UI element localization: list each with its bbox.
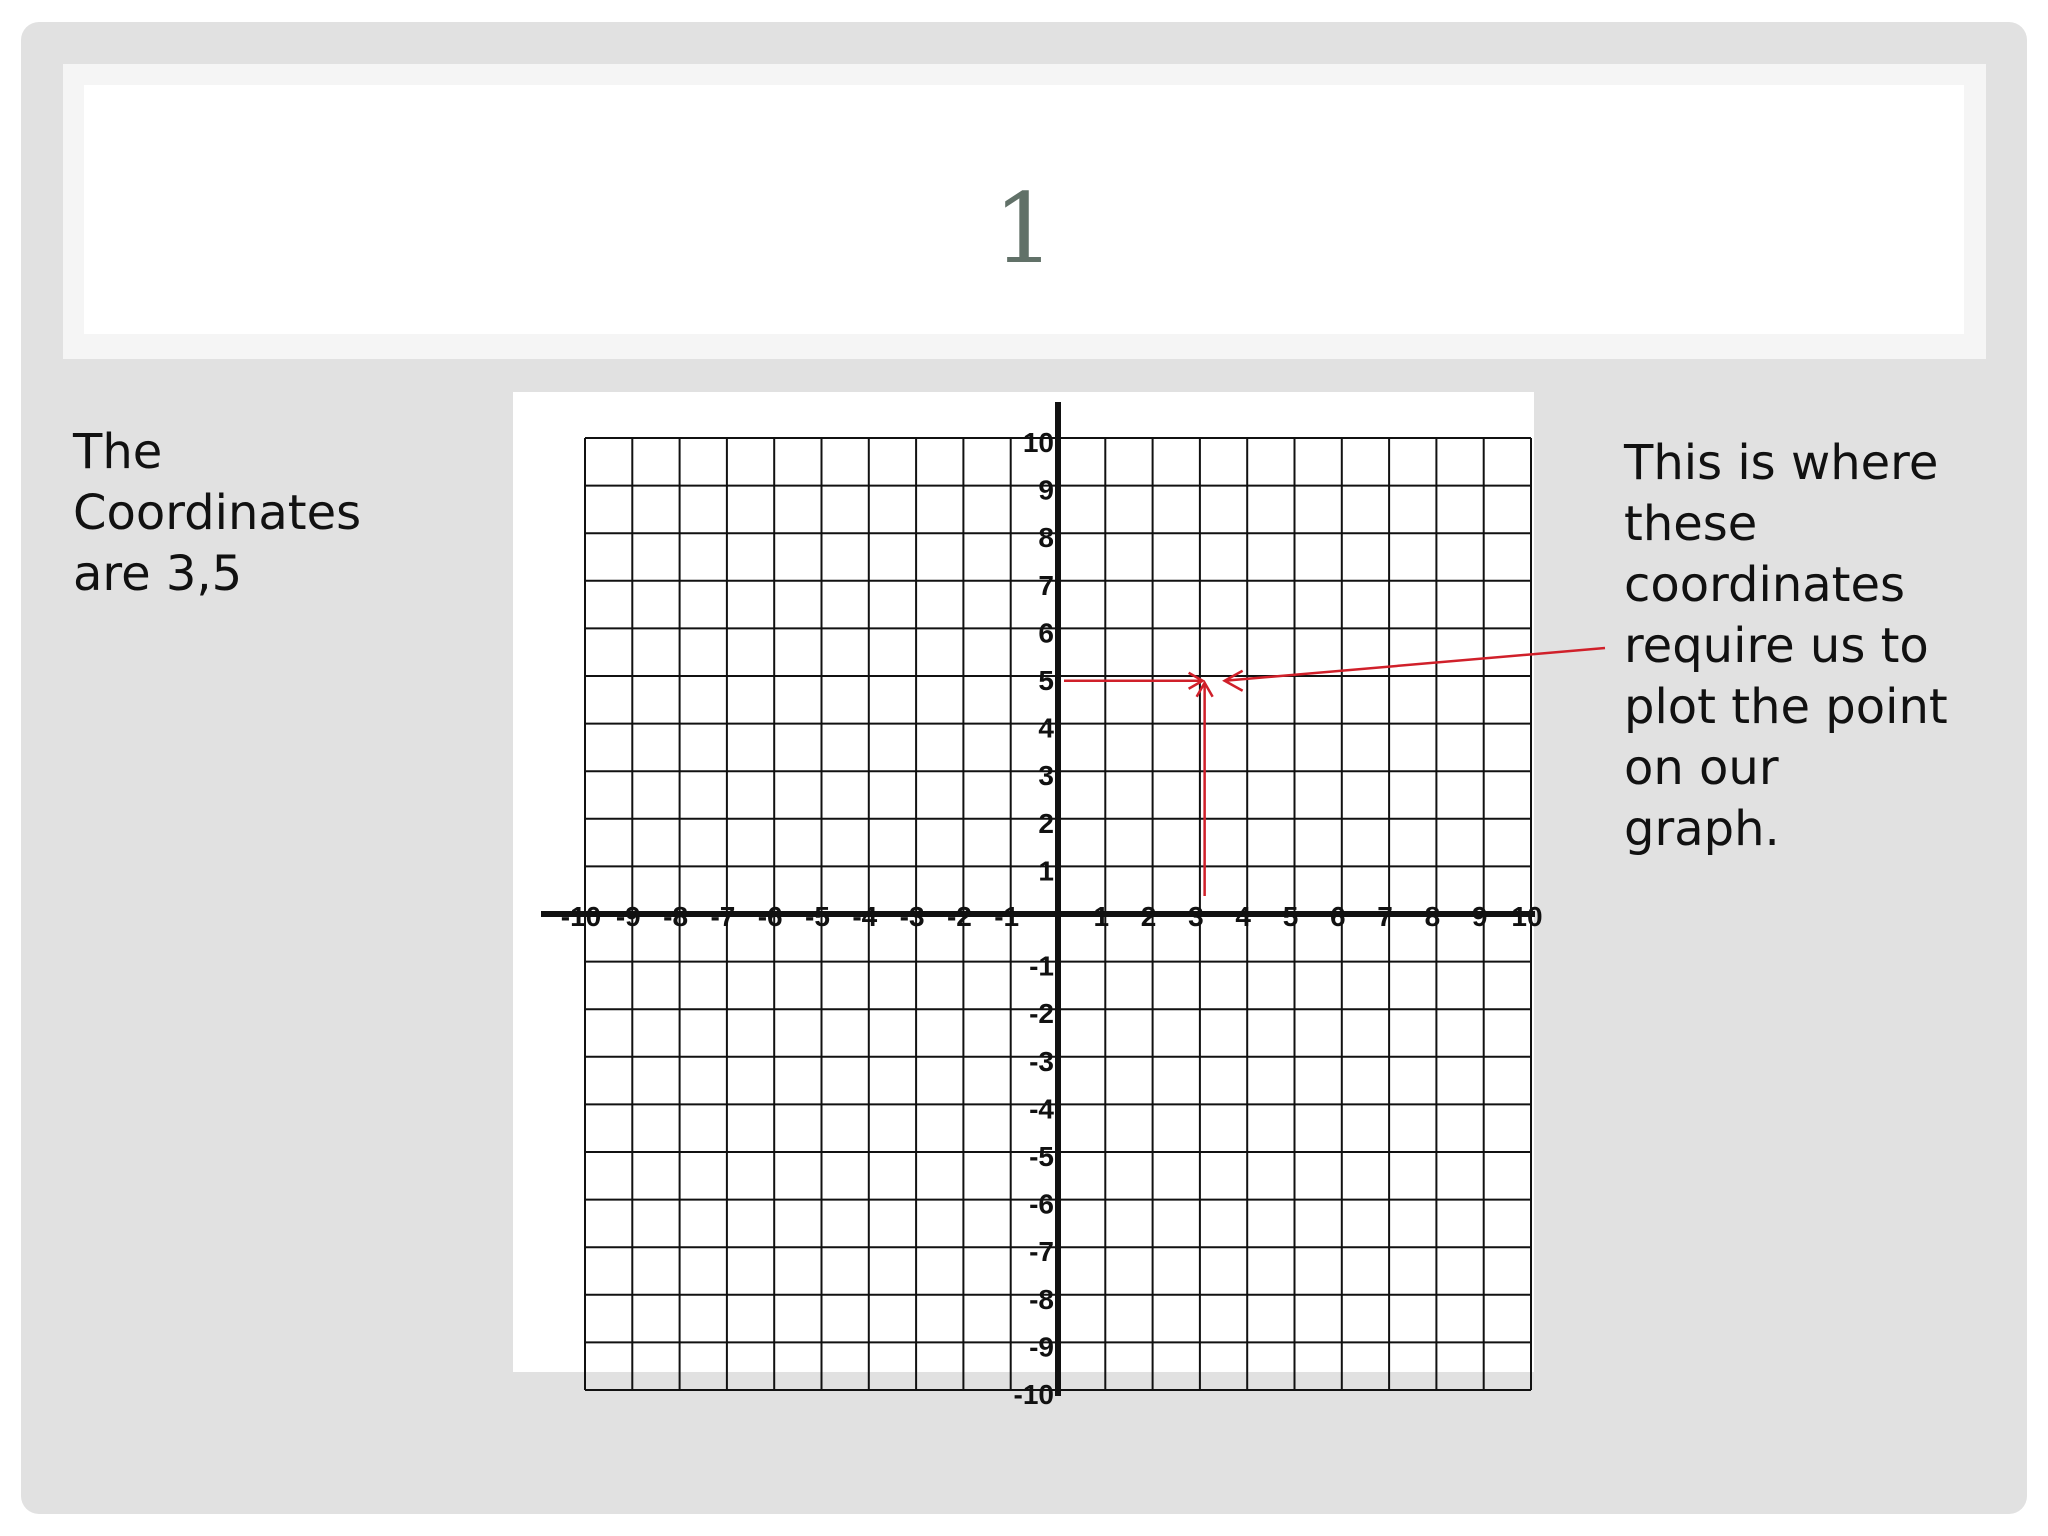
coordinate-graph bbox=[513, 392, 1543, 1410]
x-tick-label: 2 bbox=[1140, 901, 1157, 932]
x-tick-label: -5 bbox=[805, 901, 830, 932]
y-tick-label: 6 bbox=[1038, 617, 1054, 649]
y-tick-label: -9 bbox=[1029, 1331, 1054, 1363]
y-tick-label: 9 bbox=[1038, 474, 1054, 506]
y-tick-label: 5 bbox=[1038, 665, 1054, 696]
coordinate-grid-svg bbox=[513, 392, 1543, 1410]
x-tick-label: -6 bbox=[757, 901, 783, 932]
y-tick-label: -6 bbox=[1029, 1188, 1054, 1220]
y-tick-label: -3 bbox=[1029, 1045, 1054, 1077]
x-tick-label: 7 bbox=[1377, 901, 1393, 932]
y-tick-label: 3 bbox=[1038, 760, 1054, 792]
y-tick-label: 2 bbox=[1038, 807, 1054, 839]
y-tick-label: 10 bbox=[1022, 427, 1054, 458]
x-tick-label: 1 bbox=[1093, 901, 1110, 932]
x-tick-label: 4 bbox=[1235, 901, 1251, 932]
y-tick-label: -7 bbox=[1029, 1236, 1054, 1268]
slide-title: 1 bbox=[993, 173, 1055, 285]
x-tick-label: -7 bbox=[710, 901, 736, 932]
slide bbox=[21, 22, 2027, 1514]
x-tick-label: -8 bbox=[663, 901, 689, 932]
x-tick-label: 10 bbox=[1511, 901, 1543, 932]
x-tick-label: 3 bbox=[1188, 901, 1204, 932]
title-box bbox=[84, 85, 1964, 334]
y-tick-label: -8 bbox=[1029, 1283, 1054, 1315]
x-tick-label: -1 bbox=[994, 901, 1020, 932]
x-tick-label: 5 bbox=[1282, 901, 1299, 932]
x-tick-label: 6 bbox=[1330, 901, 1346, 932]
x-tick-label: 9 bbox=[1471, 901, 1488, 932]
explanation-text: This is where these coordinates require us to plot the point on our graph. bbox=[1624, 435, 1948, 857]
x-tick-label: 8 bbox=[1424, 901, 1441, 932]
y-tick-label: 1 bbox=[1038, 855, 1054, 887]
x-tick-label: -4 bbox=[852, 901, 878, 932]
y-tick-label: -4 bbox=[1029, 1093, 1054, 1125]
x-tick-label: -3 bbox=[899, 901, 925, 932]
x-tick-label: -9 bbox=[615, 901, 641, 932]
coordinates-text: The Coordinates are 3,5 bbox=[73, 424, 362, 602]
y-tick-label: -2 bbox=[1029, 998, 1054, 1030]
y-tick-label: 4 bbox=[1038, 712, 1054, 744]
y-tick-label: 8 bbox=[1038, 522, 1054, 554]
y-tick-label: 7 bbox=[1038, 569, 1054, 601]
x-tick-label: -10 bbox=[560, 901, 602, 932]
x-tick-label: -2 bbox=[946, 901, 972, 932]
y-tick-label: -1 bbox=[1029, 950, 1054, 982]
y-tick-label: -5 bbox=[1029, 1141, 1054, 1172]
y-tick-label: -10 bbox=[1013, 1379, 1054, 1410]
